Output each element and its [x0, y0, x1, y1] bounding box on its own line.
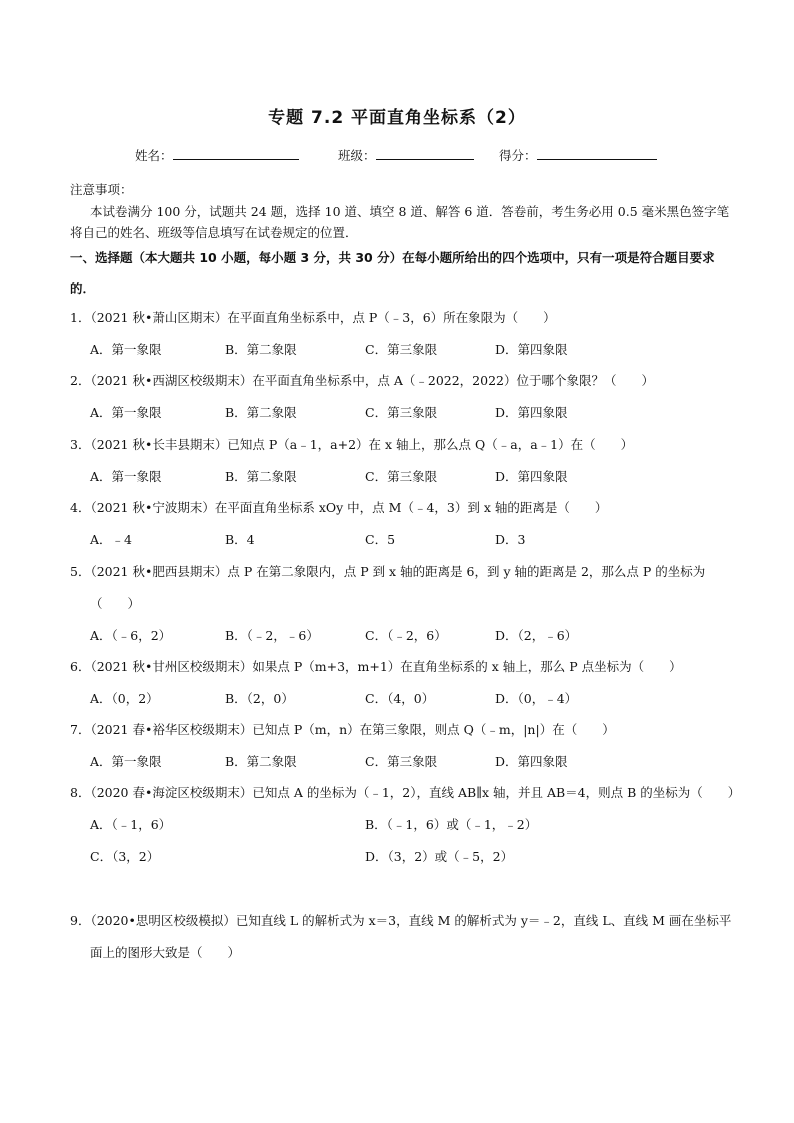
option-c: C．第三象限	[365, 342, 438, 357]
question-9	[70, 905, 735, 969]
option-row	[90, 809, 735, 841]
option-a: A．第一象限	[90, 469, 162, 484]
section-heading: 一、选择题（本大题共 10 小题，每小题 3 分，共 30 分）在每小题所给出的四个选项中，只有一项是符合题目要求的．	[70, 250, 715, 296]
question-5	[70, 556, 735, 652]
option-c: C．第三象限	[365, 405, 438, 420]
option-row	[90, 746, 735, 778]
score-field	[499, 146, 657, 164]
class-label: 班级：	[338, 148, 376, 163]
option-b: B．（2，0）	[225, 691, 294, 706]
option-c: C．（﹣2，6）	[365, 628, 447, 643]
option-a: A．第一象限	[90, 342, 162, 357]
question-8	[70, 777, 741, 873]
option-d: D．第四象限	[495, 405, 568, 420]
option-b: B．第二象限	[225, 405, 297, 420]
question-2	[70, 365, 735, 429]
page-title: 专题 7.2 平面直角坐标系（2）	[268, 108, 526, 128]
question-7	[70, 714, 735, 778]
option-c: C．（3，2）	[90, 849, 160, 864]
option-a: A．第一象限	[90, 754, 162, 769]
option-d: D．第四象限	[495, 469, 568, 484]
question-stem: 9．（2020•思明区校级模拟）已知直线 L 的解析式为 x＝3，直线 M 的解析式为 y＝﹣2，直线 L、直线 M 画在坐标平面上的图形大致是（ ）	[70, 913, 732, 960]
question-stem: 8．（2020 春•海淀区校级期末）已知点 A 的坐标为（﹣1，2），直线 AB∥x 轴，并且 AB＝4，则点 B 的坐标为（ ）	[70, 785, 741, 800]
option-c: C．5	[365, 532, 396, 547]
option-row	[90, 397, 735, 429]
option-a: A．（0，2）	[90, 691, 159, 706]
score-blank	[537, 147, 657, 160]
option-a: A．（﹣1，6）	[90, 817, 172, 832]
name-blank	[173, 147, 299, 160]
option-row	[90, 334, 735, 366]
option-row	[90, 524, 735, 556]
question-1	[70, 302, 735, 366]
notes-body: 本试卷满分 100 分，试题共 24 题，选择 10 道、填空 8 道、解答 6 道．答卷前，考生务必用 0.5 毫米黑色签字笔将自己的姓名、班级等信息填写在试卷规定的位置．	[70, 204, 730, 240]
option-d: D．第四象限	[495, 342, 568, 357]
option-a: A．﹣4	[90, 532, 132, 547]
question-4	[70, 492, 735, 556]
class-blank	[376, 147, 474, 160]
option-d: D．（3，2）或（﹣5，2）	[365, 849, 514, 864]
question-stem: 2．（2021 秋•西湖区校级期末）在平面直角坐标系中，点 A（﹣2022，2022）位于哪个象限？（ ）	[70, 373, 654, 388]
option-c: C．第三象限	[365, 754, 438, 769]
option-row	[90, 620, 735, 652]
option-b: B．第二象限	[225, 754, 297, 769]
question-stem: 1．（2021 秋•萧山区期末）在平面直角坐标系中，点 P（﹣3，6）所在象限为（ ）	[70, 310, 556, 325]
name-field	[135, 146, 299, 164]
name-label: 姓名：	[135, 148, 173, 163]
option-row	[90, 683, 735, 715]
question-stem: 6．（2021 秋•甘州区校级期末）如果点 P（m+3，m+1）在直角坐标系的 x 轴上，那么 P 点坐标为（ ）	[70, 659, 682, 674]
question-3	[70, 429, 735, 493]
question-stem: 4．（2021 秋•宁波期末）在平面直角坐标系 xOy 中，点 M（﹣4，3）到 x 轴的距离是（ ）	[70, 500, 608, 515]
question-6	[70, 651, 735, 715]
score-label: 得分：	[499, 148, 537, 163]
class-field	[338, 146, 474, 164]
option-c: C．第三象限	[365, 469, 438, 484]
question-stem: 5．（2021 秋•肥西县期末）点 P 在第二象限内，点 P 到 x 轴的距离是 6，到 y 轴的距离是 2，那么点 P 的坐标为（ ）	[70, 564, 706, 611]
option-b: B．第二象限	[225, 469, 297, 484]
option-b: B．（﹣2，﹣6）	[225, 628, 319, 643]
option-d: D．（2，﹣6）	[495, 628, 578, 643]
option-b: B．第二象限	[225, 342, 297, 357]
notes-heading: 注意事项：	[70, 182, 133, 197]
option-row	[90, 841, 735, 873]
option-d: D．（0，﹣4）	[495, 691, 578, 706]
question-stem: 3．（2021 秋•长丰县期末）已知点 P（a﹣1，a+2）在 x 轴上，那么点 Q（﹣a，a﹣1）在（ ）	[70, 437, 634, 452]
option-d: D．第四象限	[495, 754, 568, 769]
option-d: D．3	[495, 532, 526, 547]
option-a: A．第一象限	[90, 405, 162, 420]
option-c: C．（4，0）	[365, 691, 435, 706]
option-b: B．4	[225, 532, 255, 547]
option-b: B．（﹣1，6）或（﹣1，﹣2）	[365, 817, 538, 832]
option-row	[90, 461, 735, 493]
question-stem: 7．（2021 春•裕华区校级期末）已知点 P（m，n）在第三象限，则点 Q（﹣m，|n|）在（ ）	[70, 722, 615, 737]
option-a: A．（﹣6，2）	[90, 628, 172, 643]
